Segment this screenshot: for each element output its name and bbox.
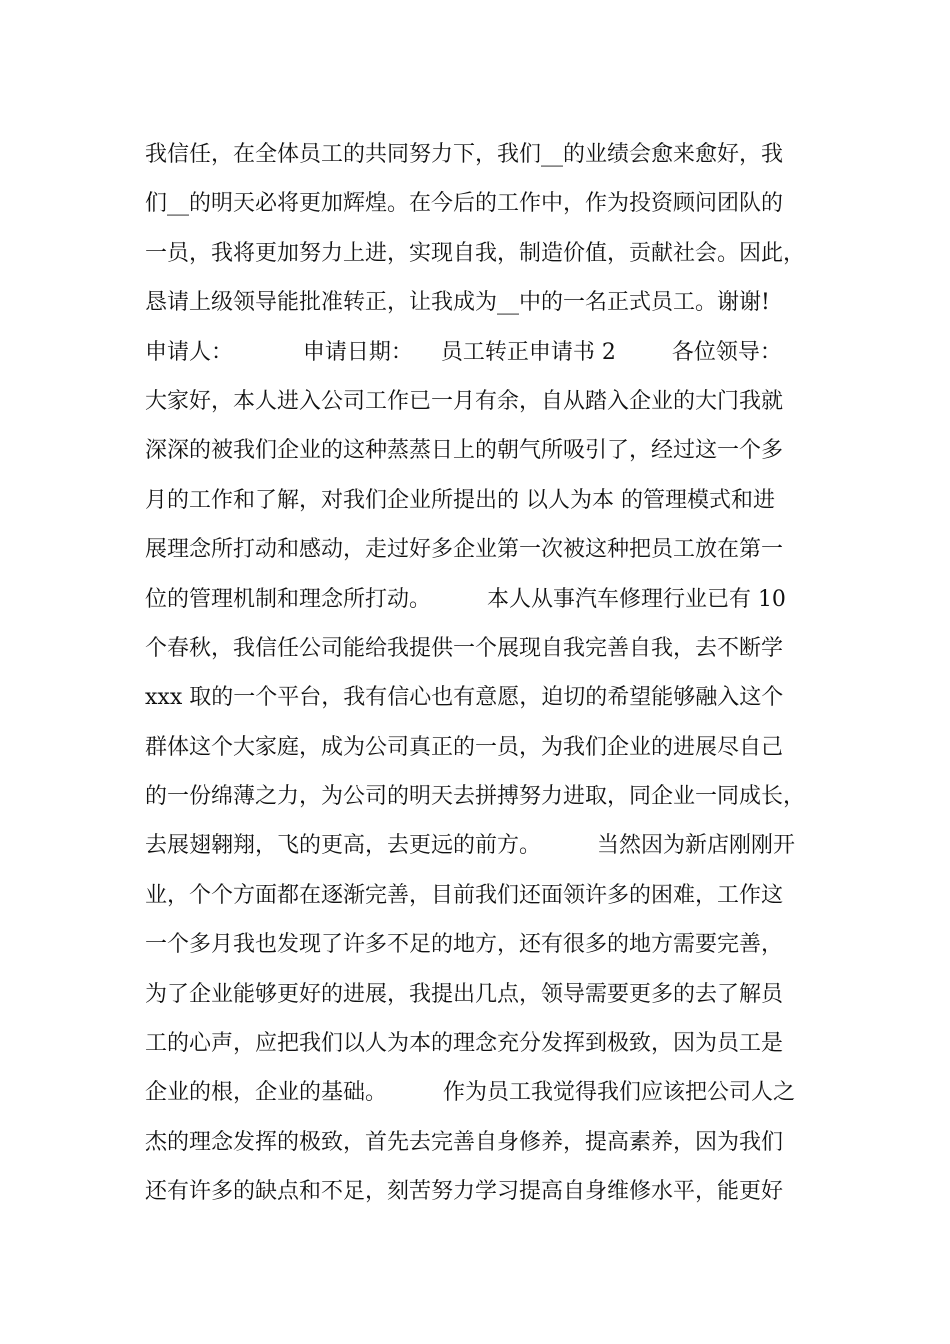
text-line: 一个多月我也发现了许多不足的地方，还有很多的地方需要完善， — [145, 932, 784, 958]
text-line: 群体这个大家庭，成为公司真正的一员，为我们企业的进展尽自己 — [145, 734, 784, 760]
text-line: 去展翅翱翔，飞的更高，去更远的前方。 当然因为新店刚刚开 — [145, 833, 795, 859]
text-line: 杰的理念发挥的极致，首先去完善自身修养，提高素养，因为我们 — [145, 1129, 784, 1155]
text-line: 一员，我将更加努力上进，实现自我，制造价值，贡献社会。因此， — [145, 240, 806, 266]
text-line: 展理念所打动和感动，走过好多企业第一次被这种把员工放在第一 — [145, 537, 784, 563]
text-line: 月的工作和了解，对我们企业所提出的 以人为本 的管理模式和进 — [145, 487, 775, 513]
text-line: 企业的根，企业的基础。 作为员工我觉得我们应该把公司人之 — [145, 1080, 795, 1106]
text-line: 我信任，在全体员工的共同努力下，我们__的业绩会愈来愈好，我 — [145, 142, 784, 167]
text-line: 为了企业能够更好的进展，我提出几点，领导需要更多的去了解员 — [145, 981, 784, 1007]
text-line: 位的管理机制和理念所打动。 本人从事汽车修理行业已有 10 — [145, 586, 786, 612]
document-body-text — [145, 130, 835, 1217]
text-line: xxx 取的一个平台，我有信心也有意愿，迫切的希望能够融入这个 — [145, 685, 784, 711]
text-line: 申请人： 申请日期： 员工转正申请书 2 各位领导： — [145, 339, 782, 365]
text-line: 恳请上级领导能批准转正，让我成为__中的一名正式员工。谢谢! — [145, 290, 770, 316]
text-line: 深深的被我们企业的这种蒸蒸日上的朝气所吸引了，经过这一个多 — [145, 438, 784, 464]
text-line: 大家好，本人进入公司工作已一月有余，自从踏入企业的大门我就 — [145, 388, 784, 414]
text-line: 们__的明天必将更加辉煌。在今后的工作中，作为投资顾问团队的 — [145, 191, 784, 217]
text-line: 工的心声，应把我们以人为本的理念充分发挥到极致，因为员工是 — [145, 1031, 784, 1057]
text-line: 还有许多的缺点和不足，刻苦努力学习提高自身维修水平，能更好 — [145, 1179, 784, 1205]
text-line: 的一份绵薄之力，为公司的明天去拼搏努力进取，同企业一同成长， — [145, 784, 806, 810]
text-line: 个春秋，我信任公司能给我提供一个展现自我完善自我，去不断学 — [145, 635, 784, 661]
text-line: 业，个个方面都在逐渐完善，目前我们还面领许多的困难，工作这 — [145, 882, 784, 908]
